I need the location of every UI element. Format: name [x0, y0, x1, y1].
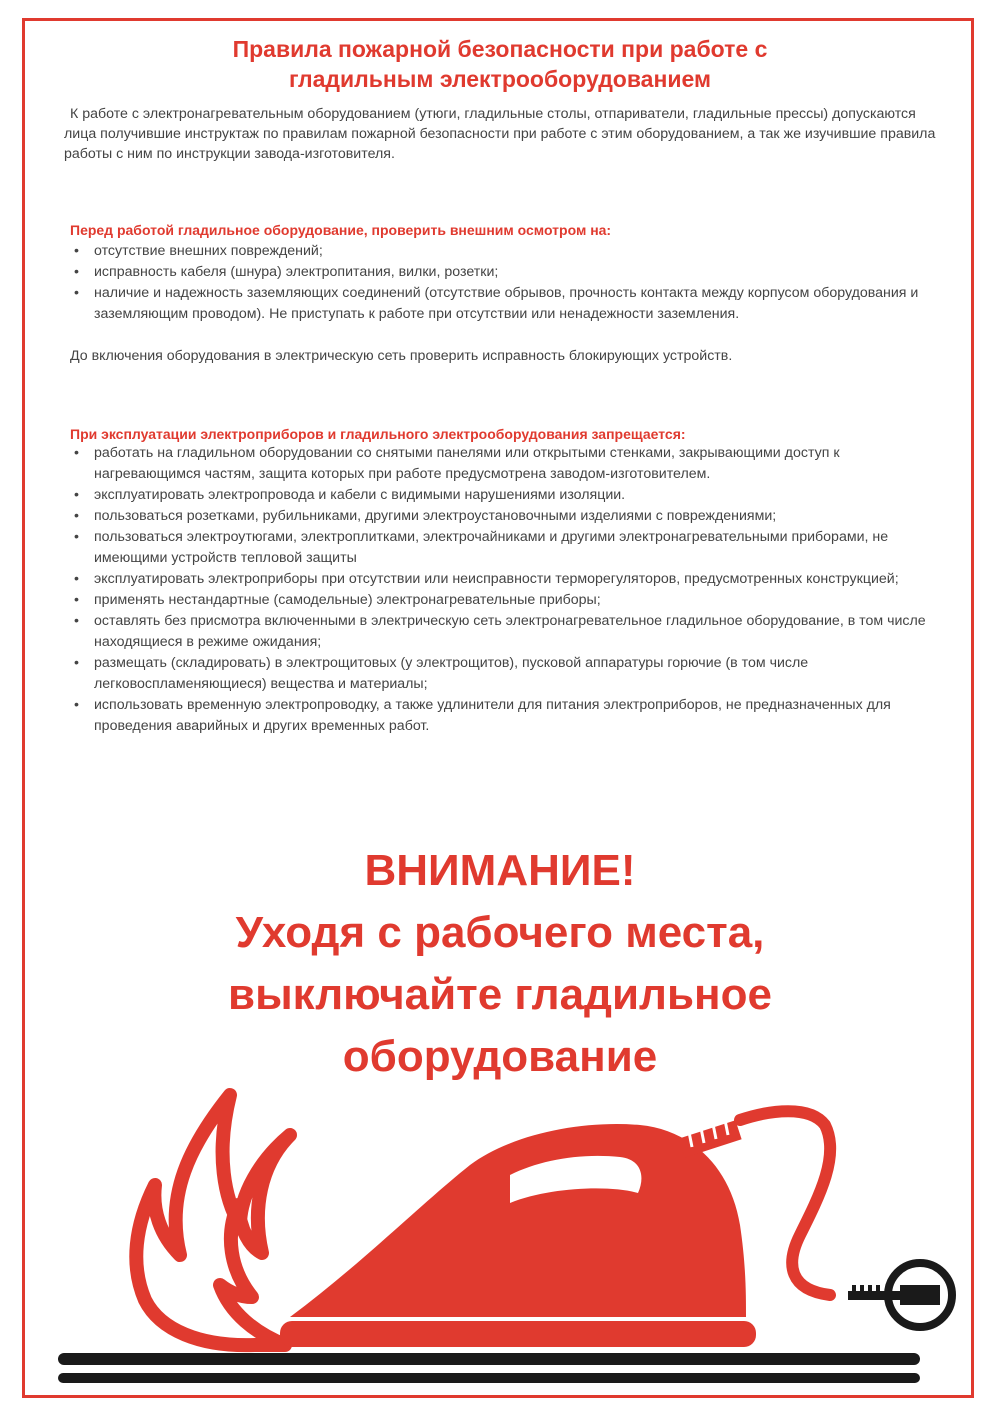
poster-title	[60, 34, 940, 94]
list-item: • пользоваться электроутюгами, электроплитками, электрочайниками и другими электронагревательными приборами, не имеющими устройств тепловой защиты	[64, 527, 940, 569]
section2-list	[64, 443, 940, 737]
list-item: • эксплуатировать электроприборы при отсутствии или неисправности терморегуляторов, предусмотренных конструкцией;	[64, 569, 940, 590]
plug-icon	[848, 1263, 952, 1327]
title-line-2: гладильным электрооборудованием	[288, 66, 712, 92]
section1-note: До включения оборудования в электрическую сеть проверить исправность блокирующих устройств.	[70, 348, 733, 364]
list-item: • оставлять без присмотра включенными в электрическую сеть электронагревательное гладильное оборудование, в том числе находящиеся в режиме ожидания;	[64, 611, 940, 653]
warning-line-3: выключайте гладильное	[228, 970, 772, 1019]
warning-line-1: ВНИМАНИЕ!	[364, 846, 636, 895]
ironing-surface	[58, 1353, 920, 1383]
section1-heading: Перед работой гладильное оборудование, проверить внешним осмотром на:	[70, 222, 612, 238]
list-item: • размещать (складировать) в электрощитовых (у электрощитов), пусковой аппаратуры горючие (в том числе легковоспламеняющиеся) вещества и материалы;	[64, 653, 940, 695]
warning-line-4: оборудование	[342, 1032, 658, 1081]
iron-icon	[280, 1111, 830, 1347]
list-item: • исправность кабеля (шнура) электропитания, вилки, розетки;	[64, 262, 940, 283]
list-item: • использовать временную электропроводку, а также удлинители для питания электроприборов, не предназначенных для проведения аварийных и других временных работ.	[64, 695, 940, 737]
list-item: • работать на гладильном оборудовании со снятыми панелями или открытыми стенками, закрывающими доступ к нагревающимся частям, защита которых при работе предусмотрена заводом-изготовителем.	[64, 443, 940, 485]
fire-icon	[136, 1095, 290, 1345]
list-item: • применять нестандартные (самодельные) электронагревательные приборы;	[64, 590, 940, 611]
section1-list	[64, 241, 940, 325]
list-item: • эксплуатировать электропровода и кабели с видимыми нарушениями изоляции.	[64, 485, 940, 506]
warning-block	[60, 840, 940, 1088]
iron-fire-illustration	[40, 1085, 960, 1385]
list-item: • отсутствие внешних повреждений;	[64, 241, 940, 262]
title-line-1: Правила пожарной безопасности при работе с	[232, 36, 768, 62]
section2-heading: При эксплуатации электроприборов и гладильного электрооборудования запрещается:	[70, 426, 686, 442]
warning-line-2: Уходя с рабочего места,	[235, 908, 765, 957]
list-item: • наличие и надежность заземляющих соединений (отсутствие обрывов, прочность контакта между корпусом оборудования и заземляющим проводом). Не приступать к работе при отсутствии или ненадежности заземления.	[64, 283, 940, 325]
list-item: • пользоваться розетками, рубильниками, другими электроустановочными изделиями с повреждениями;	[64, 506, 940, 527]
intro-paragraph: К работе с электронагревательным оборудованием (утюги, гладильные столы, отпариватели, гладильные прессы) допускаются лица получившие инструктаж по правилам пожарной безопасности при работе с этим оборудованием, а так же изучившие правила работы с ним по инструкции завода-изготовителя.	[64, 106, 936, 162]
